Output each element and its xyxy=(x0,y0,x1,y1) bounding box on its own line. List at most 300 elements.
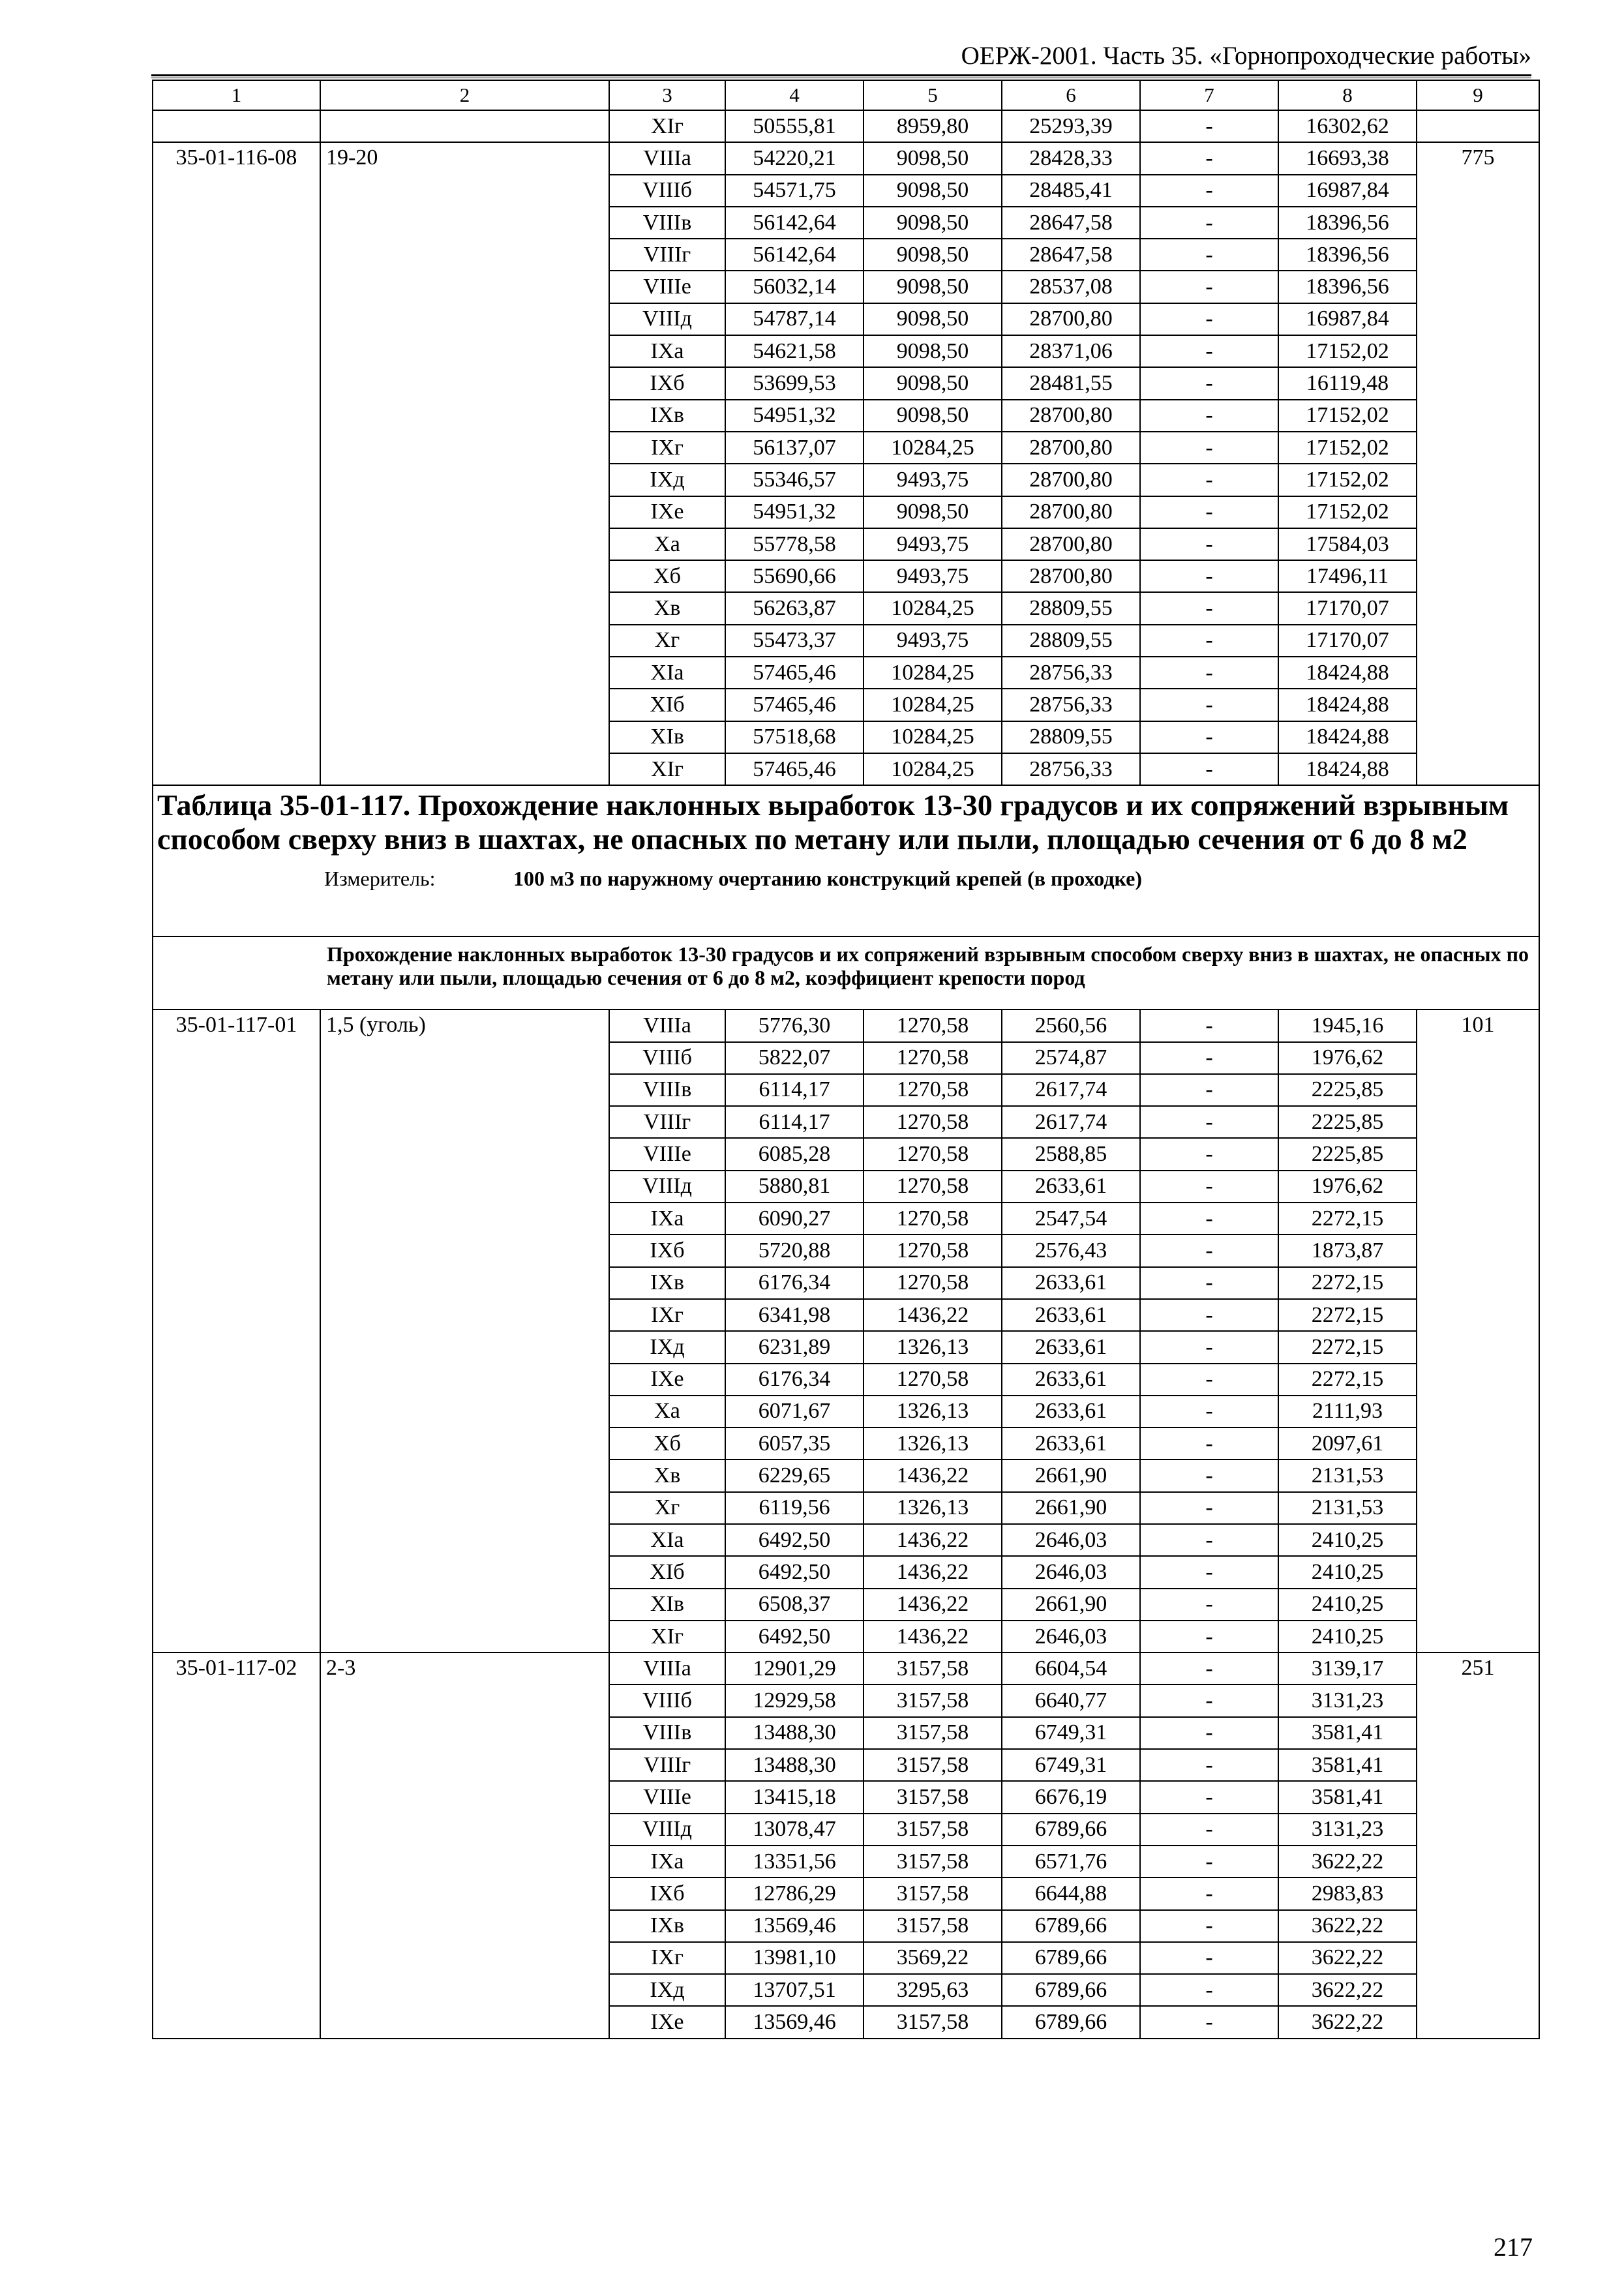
unit-value: 100 м3 по наружному очертанию конструкций крепей (в проходке) xyxy=(513,867,1143,891)
class-cell: VIIIв xyxy=(609,1717,725,1749)
value-cell: 2131,53 xyxy=(1278,1459,1417,1491)
value-cell: 18396,56 xyxy=(1278,239,1417,271)
class-cell: VIIIв xyxy=(609,1074,725,1106)
value-cell: 3569,22 xyxy=(864,1942,1002,1974)
value-cell: 2097,61 xyxy=(1278,1428,1417,1459)
table-row xyxy=(153,1010,1539,1041)
unit-of-measure-line xyxy=(157,865,1535,891)
value-cell: 54621,58 xyxy=(725,335,864,367)
value-cell: 9098,50 xyxy=(864,239,1002,271)
value-cell: 9493,75 xyxy=(864,464,1002,496)
value-cell: 13707,51 xyxy=(725,1974,864,2006)
value-cell: 13351,56 xyxy=(725,1846,864,1878)
value-cell: 2410,25 xyxy=(1278,1589,1417,1621)
value-cell: 55690,66 xyxy=(725,560,864,592)
value-cell: - xyxy=(1140,1621,1278,1653)
value-cell: 3622,22 xyxy=(1278,1846,1417,1878)
value-cell: 55778,58 xyxy=(725,528,864,560)
value-cell: 12929,58 xyxy=(725,1684,864,1716)
value-cell: 56142,64 xyxy=(725,239,864,271)
value-cell: 2225,85 xyxy=(1278,1138,1417,1170)
class-cell: VIIIг xyxy=(609,239,725,271)
column-number: 9 xyxy=(1417,80,1539,110)
value-cell: 10284,25 xyxy=(864,592,1002,624)
value-cell: 6492,50 xyxy=(725,1556,864,1588)
class-cell: IXв xyxy=(609,400,725,432)
value-cell: 2633,61 xyxy=(1002,1396,1140,1428)
value-cell: 6789,66 xyxy=(1002,1814,1140,1846)
value-cell: 16302,62 xyxy=(1278,110,1417,142)
value-cell: 9098,50 xyxy=(864,303,1002,335)
value-cell: 56263,87 xyxy=(725,592,864,624)
value-cell: 13488,30 xyxy=(725,1749,864,1781)
value-cell: 1436,22 xyxy=(864,1524,1002,1556)
value-cell: 12786,29 xyxy=(725,1878,864,1909)
column-number: 5 xyxy=(864,80,1002,110)
value-cell: 57465,46 xyxy=(725,753,864,785)
class-cell: Xб xyxy=(609,1428,725,1459)
value-cell: 3131,23 xyxy=(1278,1684,1417,1716)
value-cell: - xyxy=(1140,1074,1278,1106)
class-cell: VIIIб xyxy=(609,1684,725,1716)
value-cell: 13981,10 xyxy=(725,1942,864,1974)
class-cell: Xа xyxy=(609,528,725,560)
value-cell: - xyxy=(1140,496,1278,528)
class-cell: VIIIг xyxy=(609,1749,725,1781)
value-cell: 3622,22 xyxy=(1278,1974,1417,2006)
value-cell: 28700,80 xyxy=(1002,560,1140,592)
value-cell: - xyxy=(1140,1010,1278,1041)
value-cell: 3157,58 xyxy=(864,1717,1002,1749)
class-cell: IXв xyxy=(609,1267,725,1299)
value-cell: 2272,15 xyxy=(1278,1203,1417,1234)
class-cell: VIIIд xyxy=(609,1814,725,1846)
value-cell: 2633,61 xyxy=(1002,1428,1140,1459)
value-cell: 2225,85 xyxy=(1278,1106,1417,1138)
value-cell: 9098,50 xyxy=(864,367,1002,399)
value-cell: 5776,30 xyxy=(725,1010,864,1041)
class-cell: IXб xyxy=(609,367,725,399)
value-cell: 9098,50 xyxy=(864,271,1002,303)
value-cell: 6492,50 xyxy=(725,1524,864,1556)
value-cell: - xyxy=(1140,1556,1278,1588)
table-title-row xyxy=(153,785,1539,936)
value-cell: 3157,58 xyxy=(864,1878,1002,1909)
value-cell: 2661,90 xyxy=(1002,1589,1140,1621)
value-cell: - xyxy=(1140,1234,1278,1266)
value-cell: 6508,37 xyxy=(725,1589,864,1621)
value-cell: 2272,15 xyxy=(1278,1267,1417,1299)
value-cell: 1270,58 xyxy=(864,1138,1002,1170)
value-cell: 28756,33 xyxy=(1002,657,1140,689)
value-cell: 2272,15 xyxy=(1278,1299,1417,1331)
rock-hardness-cell: 1,5 (уголь) xyxy=(320,1010,609,1653)
value-cell: 57465,46 xyxy=(725,689,864,721)
value-cell: 18424,88 xyxy=(1278,657,1417,689)
value-cell: 1326,13 xyxy=(864,1492,1002,1524)
column-number: 2 xyxy=(320,80,609,110)
value-cell: 1436,22 xyxy=(864,1459,1002,1491)
value-cell: 3157,58 xyxy=(864,1814,1002,1846)
value-cell: 3157,58 xyxy=(864,1749,1002,1781)
value-cell: 3157,58 xyxy=(864,1653,1002,1684)
class-cell: VIIIа xyxy=(609,142,725,174)
value-cell: 6114,17 xyxy=(725,1106,864,1138)
value-cell: 3581,41 xyxy=(1278,1781,1417,1813)
description-row xyxy=(153,936,1539,1010)
value-cell: 28756,33 xyxy=(1002,753,1140,785)
total-cell xyxy=(1417,110,1539,142)
value-cell: 28647,58 xyxy=(1002,239,1140,271)
value-cell: 5822,07 xyxy=(725,1042,864,1074)
value-cell: 28700,80 xyxy=(1002,432,1140,464)
value-cell: - xyxy=(1140,1396,1278,1428)
value-cell: 6604,54 xyxy=(1002,1653,1140,1684)
table-row xyxy=(153,1653,1539,1684)
value-cell: 6231,89 xyxy=(725,1331,864,1363)
value-cell: 57518,68 xyxy=(725,721,864,753)
class-cell: VIIIв xyxy=(609,207,725,239)
value-cell: 54951,32 xyxy=(725,496,864,528)
class-cell: VIIIе xyxy=(609,1781,725,1813)
value-cell: 18424,88 xyxy=(1278,689,1417,721)
value-cell: 1270,58 xyxy=(864,1042,1002,1074)
value-cell: 17152,02 xyxy=(1278,400,1417,432)
value-cell: 56032,14 xyxy=(725,271,864,303)
unit-label: Измеритель: xyxy=(324,867,436,891)
column-number: 1 xyxy=(153,80,320,110)
value-cell: 17152,02 xyxy=(1278,496,1417,528)
value-cell: 3157,58 xyxy=(864,2006,1002,2038)
class-cell: VIIIа xyxy=(609,1653,725,1684)
value-cell: 2633,61 xyxy=(1002,1364,1140,1396)
class-cell: Xв xyxy=(609,1459,725,1491)
class-cell: VIIIд xyxy=(609,303,725,335)
value-cell: 2646,03 xyxy=(1002,1524,1140,1556)
value-cell: 28537,08 xyxy=(1002,271,1140,303)
class-cell: IXе xyxy=(609,1364,725,1396)
value-cell: 9098,50 xyxy=(864,175,1002,207)
value-cell: 1270,58 xyxy=(864,1203,1002,1234)
value-cell: - xyxy=(1140,1717,1278,1749)
value-cell: 53699,53 xyxy=(725,367,864,399)
value-cell: 13488,30 xyxy=(725,1717,864,1749)
value-cell: - xyxy=(1140,1364,1278,1396)
class-cell: IXа xyxy=(609,1203,725,1234)
class-cell: IXа xyxy=(609,1846,725,1878)
value-cell: 2576,43 xyxy=(1002,1234,1140,1266)
value-cell: 25293,39 xyxy=(1002,110,1140,142)
table-row xyxy=(153,110,1539,142)
value-cell: 18396,56 xyxy=(1278,271,1417,303)
value-cell: 2661,90 xyxy=(1002,1459,1140,1491)
value-cell: 5720,88 xyxy=(725,1234,864,1266)
value-cell: 13078,47 xyxy=(725,1814,864,1846)
value-cell: 2633,61 xyxy=(1002,1267,1140,1299)
value-cell: 13569,46 xyxy=(725,1910,864,1942)
value-cell: - xyxy=(1140,303,1278,335)
value-cell: 28428,33 xyxy=(1002,142,1140,174)
value-cell: 3622,22 xyxy=(1278,2006,1417,2038)
rate-code-cell: 35-01-117-01 xyxy=(153,1010,320,1653)
value-cell: 54220,21 xyxy=(725,142,864,174)
rock-hardness-cell: 2-3 xyxy=(320,1653,609,2039)
value-cell: 9098,50 xyxy=(864,142,1002,174)
class-cell: VIIIе xyxy=(609,271,725,303)
class-cell: XIг xyxy=(609,110,725,142)
value-cell: 28809,55 xyxy=(1002,625,1140,657)
value-cell: - xyxy=(1140,1653,1278,1684)
class-cell: XIв xyxy=(609,721,725,753)
column-number: 4 xyxy=(725,80,864,110)
value-cell: 2111,93 xyxy=(1278,1396,1417,1428)
class-cell: IXг xyxy=(609,1942,725,1974)
value-cell: 2617,74 xyxy=(1002,1106,1140,1138)
value-cell: 6176,34 xyxy=(725,1267,864,1299)
value-cell: 28485,41 xyxy=(1002,175,1140,207)
class-cell: IXд xyxy=(609,1974,725,2006)
value-cell: 3157,58 xyxy=(864,1846,1002,1878)
class-cell: VIIIа xyxy=(609,1010,725,1041)
value-cell: 56137,07 xyxy=(725,432,864,464)
value-cell: 3139,17 xyxy=(1278,1653,1417,1684)
value-cell: - xyxy=(1140,1846,1278,1878)
value-cell: 6057,35 xyxy=(725,1428,864,1459)
value-cell: - xyxy=(1140,1684,1278,1716)
value-cell: 2633,61 xyxy=(1002,1171,1140,1203)
value-cell: - xyxy=(1140,1492,1278,1524)
value-cell: 3157,58 xyxy=(864,1684,1002,1716)
value-cell: 3581,41 xyxy=(1278,1717,1417,1749)
value-cell: - xyxy=(1140,657,1278,689)
value-cell: - xyxy=(1140,1974,1278,2006)
value-cell: 54951,32 xyxy=(725,400,864,432)
value-cell: - xyxy=(1140,1106,1278,1138)
value-cell: - xyxy=(1140,1042,1278,1074)
value-cell: 3622,22 xyxy=(1278,1942,1417,1974)
value-cell: 28700,80 xyxy=(1002,496,1140,528)
value-cell: 2983,83 xyxy=(1278,1878,1417,1909)
value-cell: 2547,54 xyxy=(1002,1203,1140,1234)
class-cell: IXд xyxy=(609,1331,725,1363)
value-cell: 3157,58 xyxy=(864,1781,1002,1813)
value-cell: 6229,65 xyxy=(725,1459,864,1491)
value-cell: 9493,75 xyxy=(864,625,1002,657)
value-cell: 1270,58 xyxy=(864,1074,1002,1106)
value-cell: 1270,58 xyxy=(864,1234,1002,1266)
value-cell: 10284,25 xyxy=(864,657,1002,689)
value-cell: 18424,88 xyxy=(1278,753,1417,785)
rock-hardness-cell xyxy=(320,110,609,142)
value-cell: 6789,66 xyxy=(1002,1942,1140,1974)
column-number: 3 xyxy=(609,80,725,110)
class-cell: Xб xyxy=(609,560,725,592)
value-cell: 9493,75 xyxy=(864,560,1002,592)
class-cell: VIIIб xyxy=(609,175,725,207)
value-cell: 6071,67 xyxy=(725,1396,864,1428)
value-cell: 2410,25 xyxy=(1278,1524,1417,1556)
value-cell: 28647,58 xyxy=(1002,207,1140,239)
value-cell: 2661,90 xyxy=(1002,1492,1140,1524)
value-cell: 9098,50 xyxy=(864,496,1002,528)
value-cell: - xyxy=(1140,2006,1278,2038)
value-cell: 16987,84 xyxy=(1278,303,1417,335)
value-cell: 2560,56 xyxy=(1002,1010,1140,1041)
rate-code-cell: 35-01-116-08 xyxy=(153,142,320,785)
column-number: 6 xyxy=(1002,80,1140,110)
class-cell: Xг xyxy=(609,625,725,657)
value-cell: 6789,66 xyxy=(1002,1910,1140,1942)
value-cell: 6644,88 xyxy=(1002,1878,1140,1909)
value-cell: - xyxy=(1140,142,1278,174)
class-cell: IXг xyxy=(609,1299,725,1331)
value-cell: 1326,13 xyxy=(864,1331,1002,1363)
class-cell: IXб xyxy=(609,1878,725,1909)
value-cell: 2410,25 xyxy=(1278,1621,1417,1653)
value-cell: 3295,63 xyxy=(864,1974,1002,2006)
value-cell: 6571,76 xyxy=(1002,1846,1140,1878)
value-cell: 28700,80 xyxy=(1002,400,1140,432)
rock-hardness-cell: 19-20 xyxy=(320,142,609,785)
value-cell: 28371,06 xyxy=(1002,335,1140,367)
value-cell: - xyxy=(1140,560,1278,592)
value-cell: - xyxy=(1140,528,1278,560)
value-cell: 56142,64 xyxy=(725,207,864,239)
value-cell: 6090,27 xyxy=(725,1203,864,1234)
value-cell: 1326,13 xyxy=(864,1428,1002,1459)
value-cell: 2633,61 xyxy=(1002,1299,1140,1331)
value-cell: 28700,80 xyxy=(1002,303,1140,335)
value-cell: 1326,13 xyxy=(864,1396,1002,1428)
class-cell: Xг xyxy=(609,1492,725,1524)
value-cell: 6749,31 xyxy=(1002,1717,1140,1749)
value-cell: 1976,62 xyxy=(1278,1042,1417,1074)
value-cell: 28700,80 xyxy=(1002,528,1140,560)
class-cell: XIа xyxy=(609,1524,725,1556)
value-cell: - xyxy=(1140,625,1278,657)
value-cell: 16987,84 xyxy=(1278,175,1417,207)
value-cell: 1270,58 xyxy=(864,1106,1002,1138)
column-number: 8 xyxy=(1278,80,1417,110)
value-cell: 6114,17 xyxy=(725,1074,864,1106)
value-cell: 6789,66 xyxy=(1002,1974,1140,2006)
value-cell: - xyxy=(1140,1749,1278,1781)
value-cell: 6341,98 xyxy=(725,1299,864,1331)
value-cell: 1873,87 xyxy=(1278,1234,1417,1266)
value-cell: 3622,22 xyxy=(1278,1910,1417,1942)
value-cell: 55473,37 xyxy=(725,625,864,657)
value-cell: - xyxy=(1140,367,1278,399)
class-cell: Xв xyxy=(609,592,725,624)
total-cell: 775 xyxy=(1417,142,1539,785)
value-cell: - xyxy=(1140,592,1278,624)
value-cell: 2410,25 xyxy=(1278,1556,1417,1588)
work-description: Прохождение наклонных выработок 13-30 градусов и их сопряжений взрывным способом сверху вниз в шахтах, не опасных по метану или пыли, площадью сечения от 6 до 8 м2, коэффициент крепости пород xyxy=(327,942,1529,990)
value-cell: 28700,80 xyxy=(1002,464,1140,496)
description-cell xyxy=(153,936,1539,1010)
class-cell: VIIIе xyxy=(609,1138,725,1170)
value-cell: 28756,33 xyxy=(1002,689,1140,721)
value-cell: 2574,87 xyxy=(1002,1042,1140,1074)
value-cell: 57465,46 xyxy=(725,657,864,689)
value-cell: 10284,25 xyxy=(864,753,1002,785)
class-cell: IXа xyxy=(609,335,725,367)
rate-code-cell: 35-01-117-02 xyxy=(153,1653,320,2039)
value-cell: 2646,03 xyxy=(1002,1621,1140,1653)
value-cell: - xyxy=(1140,175,1278,207)
value-cell: 17152,02 xyxy=(1278,464,1417,496)
class-cell: VIIIг xyxy=(609,1106,725,1138)
class-cell: IXе xyxy=(609,2006,725,2038)
value-cell: - xyxy=(1140,400,1278,432)
value-cell: 1270,58 xyxy=(864,1267,1002,1299)
value-cell: 17170,07 xyxy=(1278,625,1417,657)
value-cell: - xyxy=(1140,271,1278,303)
value-cell: 1436,22 xyxy=(864,1299,1002,1331)
total-cell: 251 xyxy=(1417,1653,1539,2039)
class-cell: IXв xyxy=(609,1910,725,1942)
value-cell: 1270,58 xyxy=(864,1171,1002,1203)
value-cell: 1270,58 xyxy=(864,1010,1002,1041)
total-cell: 101 xyxy=(1417,1010,1539,1653)
value-cell: 9098,50 xyxy=(864,400,1002,432)
value-cell: 13569,46 xyxy=(725,2006,864,2038)
value-cell: 16693,38 xyxy=(1278,142,1417,174)
class-cell: Xа xyxy=(609,1396,725,1428)
value-cell: 54787,14 xyxy=(725,303,864,335)
class-cell: XIб xyxy=(609,689,725,721)
value-cell: - xyxy=(1140,1138,1278,1170)
value-cell: 10284,25 xyxy=(864,689,1002,721)
value-cell: 9493,75 xyxy=(864,528,1002,560)
class-cell: XIб xyxy=(609,1556,725,1588)
value-cell: - xyxy=(1140,1331,1278,1363)
document-header: ОЕРЖ-2001. Часть 35. «Горнопроходческие работы» xyxy=(961,42,1531,70)
value-cell: 1270,58 xyxy=(864,1364,1002,1396)
value-cell: - xyxy=(1140,721,1278,753)
value-cell: - xyxy=(1140,335,1278,367)
class-cell: XIг xyxy=(609,753,725,785)
value-cell: 1436,22 xyxy=(864,1556,1002,1588)
value-cell: - xyxy=(1140,1459,1278,1491)
value-cell: 3581,41 xyxy=(1278,1749,1417,1781)
value-cell: 6119,56 xyxy=(725,1492,864,1524)
page-number: 217 xyxy=(1494,2232,1533,2262)
value-cell: 2646,03 xyxy=(1002,1556,1140,1588)
value-cell: - xyxy=(1140,432,1278,464)
value-cell: 17496,11 xyxy=(1278,560,1417,592)
value-cell: - xyxy=(1140,207,1278,239)
value-cell: 18396,56 xyxy=(1278,207,1417,239)
value-cell: 16119,48 xyxy=(1278,367,1417,399)
value-cell: 6789,66 xyxy=(1002,2006,1140,2038)
value-cell: - xyxy=(1140,1524,1278,1556)
value-cell: - xyxy=(1140,1428,1278,1459)
value-cell: 1945,16 xyxy=(1278,1010,1417,1041)
value-cell: - xyxy=(1140,1910,1278,1942)
class-cell: VIIIб xyxy=(609,1042,725,1074)
value-cell: - xyxy=(1140,753,1278,785)
class-cell: XIг xyxy=(609,1621,725,1653)
value-cell: - xyxy=(1140,1781,1278,1813)
value-cell: 2272,15 xyxy=(1278,1331,1417,1363)
value-cell: 6676,19 xyxy=(1002,1781,1140,1813)
value-cell: 6640,77 xyxy=(1002,1684,1140,1716)
table-title-block xyxy=(153,785,1539,936)
class-cell: IXг xyxy=(609,432,725,464)
value-cell: - xyxy=(1140,1267,1278,1299)
column-number: 7 xyxy=(1140,80,1278,110)
